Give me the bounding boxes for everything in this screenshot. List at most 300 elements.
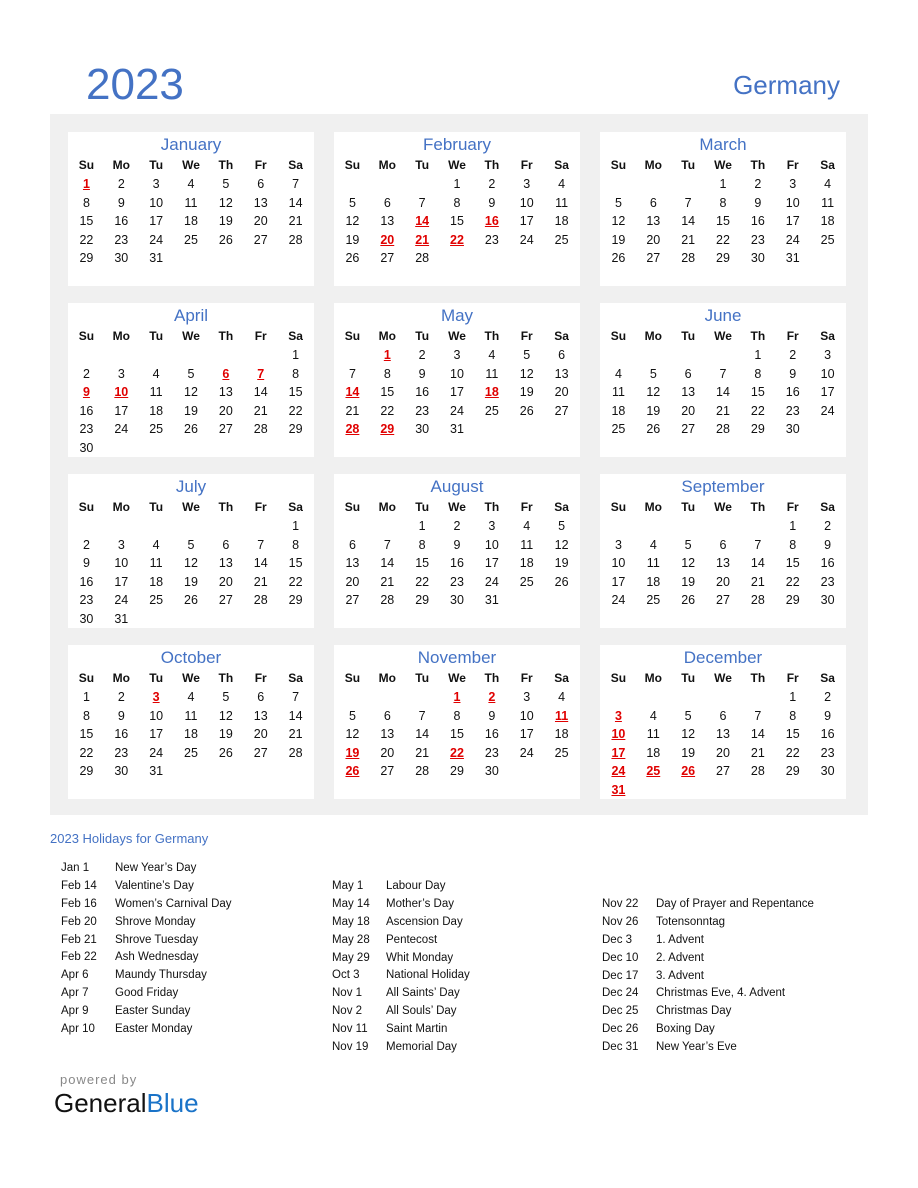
day-cell: 27 xyxy=(253,745,268,760)
empty-cell xyxy=(174,517,209,536)
week-row xyxy=(68,707,314,726)
brand-blue: Blue xyxy=(146,1088,199,1118)
empty-cell xyxy=(139,346,174,365)
day-cell: 30 xyxy=(785,422,800,436)
holiday-item xyxy=(61,860,232,878)
holiday-date: Apr 6 xyxy=(61,969,89,982)
day-cell: 10 xyxy=(484,537,499,552)
day-cell: 16 xyxy=(785,385,800,399)
holiday-item xyxy=(61,1021,232,1039)
weekday-label: Su xyxy=(78,671,95,685)
day-cell: 23 xyxy=(114,232,129,247)
weekday-label: Su xyxy=(78,500,95,514)
day-cell: 23 xyxy=(415,403,430,418)
holiday-date: Nov 11 xyxy=(332,1023,368,1036)
day-cell: 7 xyxy=(418,195,426,210)
day-cell: 14 xyxy=(253,385,268,399)
holiday-date: Apr 7 xyxy=(61,987,89,1000)
week-row xyxy=(600,707,846,726)
day-cell: 21 xyxy=(750,574,765,589)
holiday-name: New Year’s Day xyxy=(115,862,197,874)
week-row xyxy=(334,517,580,536)
day-cell: 24 xyxy=(450,403,464,418)
weekday-label: We xyxy=(714,329,732,343)
weekday-header xyxy=(68,668,314,688)
day-cell: 29 xyxy=(79,764,94,778)
week-row xyxy=(68,554,314,573)
day-cell: 30 xyxy=(750,251,765,265)
day-cell: 17 xyxy=(519,727,534,741)
day-cell: 4 xyxy=(649,537,657,552)
holiday-name: Maundy Thursday xyxy=(115,969,207,982)
week-row xyxy=(600,517,846,536)
day-cell: 20 xyxy=(253,727,268,741)
empty-cell xyxy=(208,762,243,781)
empty-cell xyxy=(440,249,475,268)
day-cell: 29 xyxy=(450,764,464,778)
day-cell: 9 xyxy=(754,195,762,210)
day-cell: 14 xyxy=(681,214,696,228)
weekday-label: Th xyxy=(218,671,234,685)
day-cell: 3 xyxy=(117,366,125,381)
holiday-name: 2. Advent xyxy=(656,951,704,964)
holiday-item xyxy=(332,1003,470,1021)
weekday-header xyxy=(68,497,314,517)
day-cell: 14 xyxy=(716,385,730,399)
day-cell: 9 xyxy=(789,366,797,381)
weekday-label: Fr xyxy=(786,671,799,685)
day-cell: 5 xyxy=(614,195,622,210)
day-cell: 4 xyxy=(488,348,496,362)
day-cell: 20 xyxy=(380,745,395,760)
day-cell: 3 xyxy=(789,177,797,191)
holiday-date: May 14 xyxy=(332,897,370,910)
holiday-day-cell: 11 xyxy=(554,708,569,723)
weekday-header xyxy=(334,326,580,346)
empty-cell xyxy=(474,420,509,439)
day-cell: 2 xyxy=(117,177,125,191)
holiday-day-cell: 17 xyxy=(611,745,626,760)
day-cell: 4 xyxy=(558,690,566,704)
day-cell: 16 xyxy=(79,574,94,589)
day-cell: 16 xyxy=(415,385,430,399)
day-cell: 12 xyxy=(184,556,198,570)
month-title: December xyxy=(683,648,763,667)
weekday-header xyxy=(334,155,580,175)
empty-cell xyxy=(601,688,636,707)
powered-by-label: powered by xyxy=(60,1072,138,1087)
day-cell: 13 xyxy=(253,195,268,210)
day-cell: 4 xyxy=(824,177,832,191)
day-cell: 24 xyxy=(484,574,499,589)
day-cell: 13 xyxy=(716,556,730,570)
brand-general: General xyxy=(54,1088,147,1118)
day-cell: 19 xyxy=(554,556,569,570)
day-cell: 9 xyxy=(453,537,461,552)
day-cell: 1 xyxy=(789,690,797,704)
day-cell: 8 xyxy=(789,708,797,723)
empty-cell xyxy=(671,517,706,536)
weekday-label: Su xyxy=(610,671,627,685)
holiday-date: Feb 22 xyxy=(61,951,97,964)
day-cell: 9 xyxy=(418,366,426,381)
day-cell: 18 xyxy=(611,403,626,418)
week-row xyxy=(334,194,580,213)
weekday-label: Fr xyxy=(254,158,267,172)
month-october xyxy=(68,645,314,799)
day-cell: 22 xyxy=(79,232,94,247)
holiday-item xyxy=(332,985,470,1003)
month-title: May xyxy=(440,306,474,325)
day-cell: 15 xyxy=(79,727,94,741)
day-cell: 7 xyxy=(754,537,762,552)
day-cell: 1 xyxy=(418,519,426,533)
holiday-date: Dec 25 xyxy=(602,1005,639,1018)
day-cell: 2 xyxy=(789,348,797,362)
day-cell: 12 xyxy=(611,214,626,228)
day-cell: 12 xyxy=(554,537,569,552)
empty-cell xyxy=(671,346,706,365)
holiday-name: National Holiday xyxy=(386,969,470,982)
day-cell: 6 xyxy=(348,537,356,552)
day-cell: 9 xyxy=(117,195,125,210)
day-cell: 27 xyxy=(253,232,268,247)
weekday-label: We xyxy=(182,671,200,685)
day-cell: 27 xyxy=(716,764,730,778)
day-cell: 10 xyxy=(149,708,164,723)
month-february xyxy=(334,132,580,286)
day-cell: 23 xyxy=(750,232,765,247)
empty-cell xyxy=(69,346,104,365)
day-cell: 11 xyxy=(611,385,625,399)
holiday-date: Apr 9 xyxy=(61,1005,89,1018)
day-cell: 16 xyxy=(820,556,835,570)
weekday-label: Tu xyxy=(415,158,430,172)
empty-cell xyxy=(810,249,845,268)
weekday-label: Sa xyxy=(554,158,569,172)
holiday-day-cell: 6 xyxy=(222,366,230,381)
day-cell: 17 xyxy=(149,214,164,228)
generalblue-logo[interactable] xyxy=(54,1088,199,1119)
holiday-day-cell: 19 xyxy=(345,745,360,760)
holiday-day-cell: 29 xyxy=(380,422,395,436)
holiday-name: Shrove Monday xyxy=(115,915,196,928)
day-cell: 26 xyxy=(218,232,233,247)
day-cell: 13 xyxy=(218,385,233,399)
weekday-label: We xyxy=(714,500,732,514)
weekday-label: Su xyxy=(610,158,627,172)
weekday-header xyxy=(600,497,846,517)
holiday-item xyxy=(61,878,232,896)
weekday-header xyxy=(334,668,580,688)
week-row xyxy=(600,383,846,402)
empty-cell xyxy=(706,781,741,800)
holiday-day-cell: 1 xyxy=(453,690,461,704)
weekday-label: Fr xyxy=(254,671,267,685)
day-cell: 26 xyxy=(519,403,534,418)
day-cell: 12 xyxy=(681,727,696,741)
empty-cell xyxy=(671,688,706,707)
empty-cell xyxy=(509,762,544,781)
day-cell: 12 xyxy=(184,385,198,399)
holiday-day-cell: 20 xyxy=(380,232,395,247)
week-row xyxy=(334,762,580,781)
weekday-label: Mo xyxy=(644,500,662,514)
holiday-day-cell: 28 xyxy=(345,422,360,436)
day-cell: 29 xyxy=(288,593,303,607)
holiday-item xyxy=(61,914,232,932)
weekday-label: Fr xyxy=(520,500,533,514)
day-cell: 29 xyxy=(79,251,94,265)
day-cell: 24 xyxy=(519,745,534,760)
day-cell: 21 xyxy=(380,574,395,589)
week-row xyxy=(68,231,314,250)
week-row xyxy=(68,610,314,629)
day-cell: 14 xyxy=(288,195,303,210)
day-cell: 8 xyxy=(383,366,391,381)
day-cell: 3 xyxy=(152,177,160,191)
empty-cell xyxy=(740,688,775,707)
day-cell: 19 xyxy=(184,403,198,418)
month-title: March xyxy=(699,135,747,154)
holiday-date: May 29 xyxy=(332,951,370,964)
day-cell: 3 xyxy=(824,348,832,362)
empty-cell xyxy=(208,346,243,365)
week-row xyxy=(68,249,314,268)
week-row xyxy=(334,536,580,555)
week-row xyxy=(600,688,846,707)
day-cell: 9 xyxy=(824,708,832,723)
week-row xyxy=(600,194,846,213)
holiday-date: May 18 xyxy=(332,915,370,928)
day-cell: 11 xyxy=(184,195,198,210)
holiday-day-cell: 1 xyxy=(383,348,391,362)
week-row xyxy=(600,420,846,439)
day-cell: 12 xyxy=(519,366,534,381)
week-row xyxy=(334,402,580,421)
day-cell: 4 xyxy=(187,177,195,191)
day-cell: 17 xyxy=(450,385,464,399)
week-row xyxy=(68,517,314,536)
day-cell: 5 xyxy=(187,537,195,552)
day-cell: 3 xyxy=(614,537,622,552)
month-title: July xyxy=(175,477,207,496)
empty-cell xyxy=(810,420,845,439)
weekday-label: Tu xyxy=(149,329,164,343)
month-may xyxy=(334,303,580,457)
holiday-date: Dec 10 xyxy=(602,951,639,964)
day-cell: 1 xyxy=(292,348,300,362)
day-cell: 23 xyxy=(79,422,94,436)
day-cell: 6 xyxy=(719,708,727,723)
holiday-item xyxy=(602,950,814,968)
empty-cell xyxy=(139,517,174,536)
day-cell: 13 xyxy=(345,556,360,570)
day-cell: 9 xyxy=(117,708,125,723)
day-cell: 31 xyxy=(484,593,499,607)
day-cell: 15 xyxy=(785,727,800,741)
empty-cell xyxy=(544,420,579,439)
weekday-label: Su xyxy=(610,329,627,343)
weekday-header xyxy=(600,326,846,346)
week-row xyxy=(68,762,314,781)
day-cell: 23 xyxy=(820,574,835,589)
weekday-label: Th xyxy=(750,500,766,514)
holiday-item xyxy=(332,950,470,968)
holiday-date: Nov 19 xyxy=(332,1041,369,1054)
weekday-label: Su xyxy=(344,500,361,514)
holiday-item xyxy=(332,878,470,896)
day-cell: 5 xyxy=(222,690,230,704)
day-cell: 17 xyxy=(611,574,626,589)
empty-cell xyxy=(706,517,741,536)
day-cell: 24 xyxy=(519,232,534,247)
empty-cell xyxy=(243,610,278,629)
day-cell: 31 xyxy=(450,422,464,436)
day-cell: 31 xyxy=(149,251,164,265)
weekday-label: Sa xyxy=(554,671,569,685)
weekday-label: We xyxy=(182,158,200,172)
holiday-date: Nov 26 xyxy=(602,915,639,928)
day-cell: 10 xyxy=(519,708,534,723)
month-title: April xyxy=(173,306,208,325)
weekday-label: Fr xyxy=(786,329,799,343)
weekday-label: Sa xyxy=(820,671,835,685)
weekday-label: Sa xyxy=(288,329,303,343)
weekday-label: Mo xyxy=(378,500,396,514)
day-cell: 22 xyxy=(785,745,800,760)
day-cell: 5 xyxy=(684,537,692,552)
week-row xyxy=(600,402,846,421)
holiday-item xyxy=(332,896,470,914)
day-cell: 6 xyxy=(257,690,265,704)
holiday-item xyxy=(332,1021,470,1039)
day-cell: 21 xyxy=(288,214,303,228)
holiday-day-cell: 25 xyxy=(646,764,661,778)
weekday-label: Fr xyxy=(254,500,267,514)
weekday-label: Tu xyxy=(681,158,696,172)
day-cell: 11 xyxy=(555,195,569,210)
day-cell: 11 xyxy=(485,366,499,381)
empty-cell xyxy=(335,517,370,536)
day-cell: 19 xyxy=(611,232,626,247)
day-cell: 6 xyxy=(383,708,391,723)
day-cell: 20 xyxy=(218,574,233,589)
empty-cell xyxy=(208,439,243,458)
weekday-label: We xyxy=(448,671,466,685)
empty-cell xyxy=(544,249,579,268)
weekday-label: Fr xyxy=(520,671,533,685)
day-cell: 10 xyxy=(450,366,464,381)
holiday-day-cell: 31 xyxy=(611,782,626,797)
day-cell: 16 xyxy=(820,727,835,741)
month-january xyxy=(68,132,314,286)
holiday-day-cell: 10 xyxy=(114,385,129,399)
month-title: February xyxy=(422,135,492,154)
empty-cell xyxy=(370,175,405,194)
empty-cell xyxy=(208,517,243,536)
week-row xyxy=(334,346,580,365)
holiday-day-cell: 22 xyxy=(450,745,464,760)
weekday-label: Th xyxy=(218,500,234,514)
day-cell: 1 xyxy=(82,690,90,704)
holiday-name: Memorial Day xyxy=(386,1041,457,1054)
day-cell: 26 xyxy=(218,745,233,760)
week-row xyxy=(68,420,314,439)
day-cell: 8 xyxy=(453,708,461,723)
weekday-label: Su xyxy=(344,671,361,685)
weekday-label: Sa xyxy=(554,500,569,514)
empty-cell xyxy=(335,175,370,194)
day-cell: 22 xyxy=(415,574,430,589)
weekday-label: Th xyxy=(218,329,234,343)
day-cell: 25 xyxy=(519,574,534,589)
day-cell: 1 xyxy=(754,348,762,362)
day-cell: 5 xyxy=(348,708,356,723)
empty-cell xyxy=(544,591,579,610)
day-cell: 24 xyxy=(611,593,626,607)
day-cell: 1 xyxy=(292,519,300,533)
holiday-item xyxy=(61,1003,232,1021)
day-cell: 26 xyxy=(184,422,198,436)
day-cell: 17 xyxy=(484,556,499,570)
holiday-day-cell: 26 xyxy=(681,764,696,778)
week-row xyxy=(600,231,846,250)
day-cell: 19 xyxy=(345,232,360,247)
week-row xyxy=(334,212,580,231)
empty-cell xyxy=(509,591,544,610)
empty-cell xyxy=(405,175,440,194)
holiday-name: Valentine’s Day xyxy=(115,879,194,892)
holiday-date: Dec 31 xyxy=(602,1041,639,1054)
day-cell: 17 xyxy=(149,727,164,741)
weekday-label: Tu xyxy=(681,500,696,514)
day-cell: 7 xyxy=(418,708,426,723)
month-june xyxy=(600,303,846,457)
day-cell: 10 xyxy=(519,195,534,210)
weekday-label: Tu xyxy=(415,500,430,514)
empty-cell xyxy=(335,346,370,365)
holiday-date: May 28 xyxy=(332,933,370,946)
week-row xyxy=(600,554,846,573)
day-cell: 13 xyxy=(681,385,696,399)
day-cell: 20 xyxy=(716,574,730,589)
day-cell: 22 xyxy=(288,403,303,418)
empty-cell xyxy=(544,762,579,781)
day-cell: 10 xyxy=(114,556,129,570)
weekday-label: Su xyxy=(78,158,95,172)
weekday-label: Sa xyxy=(288,500,303,514)
day-cell: 29 xyxy=(750,422,765,436)
holiday-item xyxy=(61,896,232,914)
weekday-header xyxy=(68,326,314,346)
day-cell: 2 xyxy=(418,348,426,362)
empty-cell xyxy=(335,688,370,707)
weekday-label: Fr xyxy=(254,329,267,343)
day-cell: 7 xyxy=(257,537,265,552)
holiday-date: Jan 1 xyxy=(61,862,90,874)
day-cell: 24 xyxy=(114,593,129,607)
empty-cell xyxy=(208,249,243,268)
weekday-label: Mo xyxy=(644,671,662,685)
day-cell: 13 xyxy=(554,366,569,381)
day-cell: 13 xyxy=(716,727,730,741)
day-cell: 21 xyxy=(681,232,696,247)
day-cell: 28 xyxy=(288,232,303,247)
day-cell: 6 xyxy=(558,348,566,362)
week-row xyxy=(68,439,314,458)
weekday-label: Tu xyxy=(149,671,164,685)
